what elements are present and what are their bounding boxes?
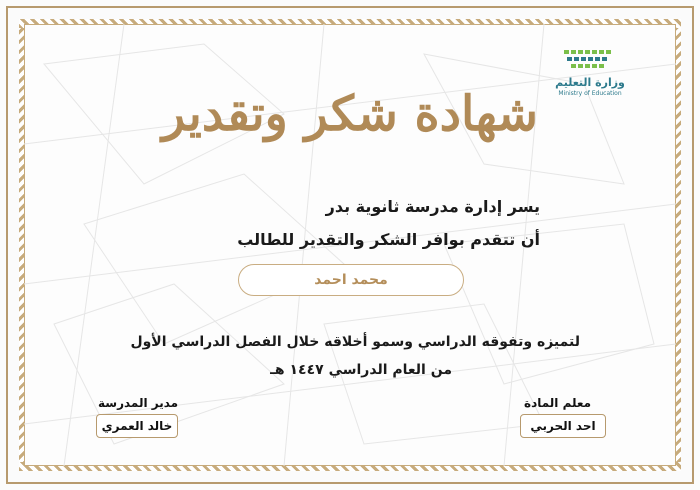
- thanks-line: أن تتقدم بوافر الشكر والتقدير للطالب: [237, 230, 540, 249]
- ministry-name-arabic: وزارة التعليم: [555, 76, 625, 89]
- student-name-field: محمد احمد: [238, 264, 464, 296]
- ministry-logo: [550, 48, 630, 104]
- reason-line: لتميزه وتفوقه الدراسي وسمو أخلاقه خلال الفصل الدراسي الأول: [130, 334, 580, 350]
- certificate-title: شهادة شكر وتقدير: [162, 86, 538, 142]
- year-line: من العام الدراسي ١٤٤٧ هـ: [270, 362, 452, 378]
- ministry-name-english: Ministry of Education: [558, 90, 622, 97]
- teacher-name: احد الحربي: [520, 414, 606, 438]
- ministry-logo-icon: [560, 48, 620, 74]
- school-line: يسر إدارة مدرسة ثانوية بدر: [325, 197, 540, 216]
- principal-title: مدير المدرسة: [98, 396, 179, 410]
- principal-name: خالد العمري: [96, 414, 178, 438]
- teacher-title: معلم المادة: [524, 396, 592, 410]
